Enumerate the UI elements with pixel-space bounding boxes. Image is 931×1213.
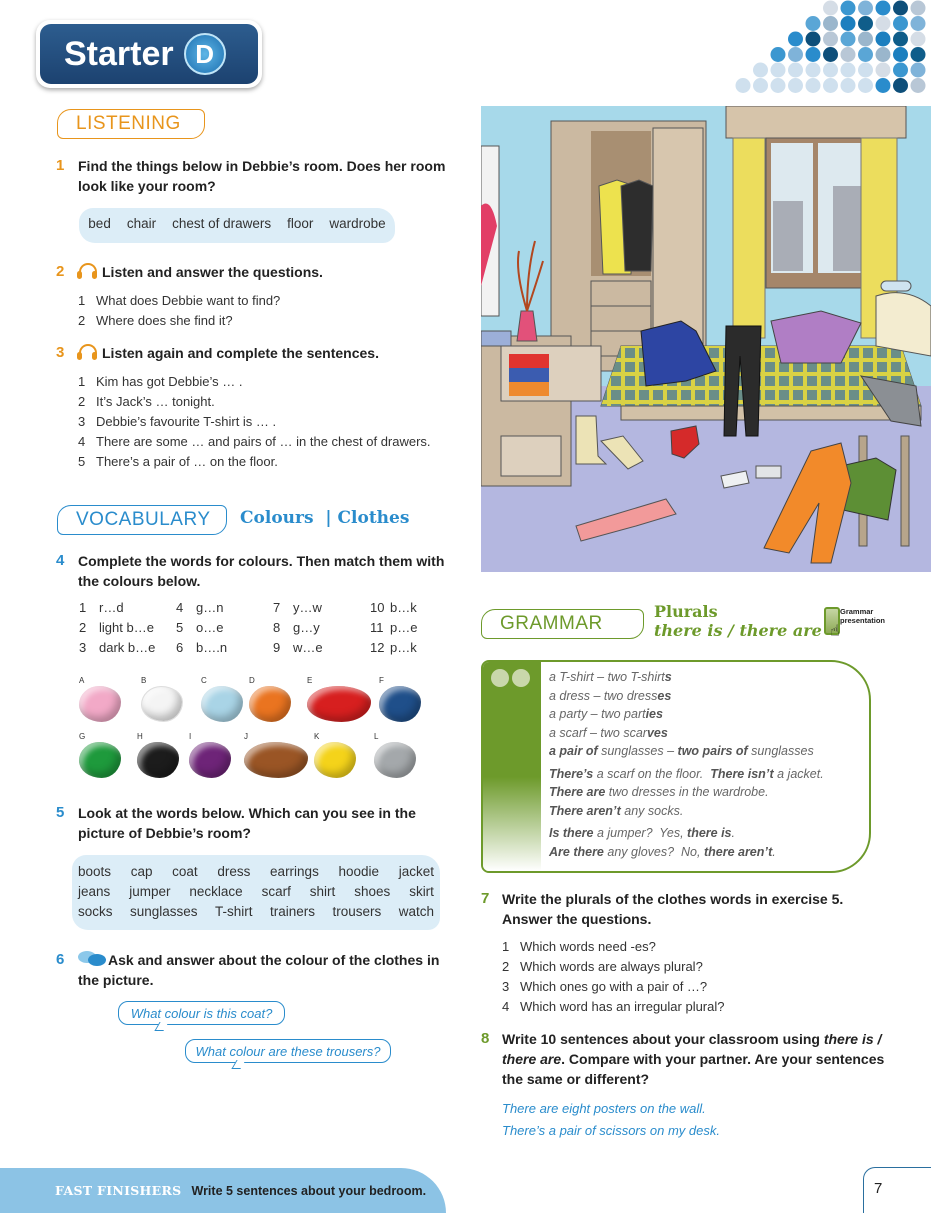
paint-splat-shape <box>137 742 179 778</box>
word-chip: coat <box>172 864 198 879</box>
list-item <box>502 957 724 977</box>
exercise-8-examples <box>502 1098 720 1142</box>
exercise-3-text: Listen again and complete the sentences. <box>102 345 379 361</box>
item-number: 5 <box>78 454 86 469</box>
grammar-subtitle-plurals: Plurals <box>654 602 718 621</box>
grammar-group-plurals <box>549 668 824 761</box>
decorative-dot <box>911 78 926 93</box>
decorative-dot <box>841 32 856 47</box>
decorative-dot <box>806 32 821 47</box>
item-text: Kim has got Debbie’s … . <box>96 374 243 389</box>
grammar-text: a scarf on the floor. <box>593 766 711 781</box>
exercise-7-instruction: Write the plurals of the clothes words in exercise 5. Answer the questions. <box>502 891 844 927</box>
grammar-group-questions <box>549 824 824 861</box>
splat-label: K <box>314 732 320 741</box>
item-number: 1 <box>78 374 86 389</box>
decorative-dot <box>823 63 838 78</box>
grammar-text: a T-shirt – two T-shirt <box>549 670 665 684</box>
exercise-number: 8 <box>481 1030 490 1047</box>
decorative-dot <box>771 78 786 93</box>
decorative-dot <box>823 47 838 62</box>
word-chip: earrings <box>270 864 319 879</box>
grammar-examples <box>549 668 824 865</box>
grammar-text: a scarf – two scar <box>549 725 647 740</box>
grammar-text: a jumper? Yes, <box>593 826 688 840</box>
colour-word-gap: b….n <box>196 640 228 655</box>
word-chip: jeans <box>78 884 111 899</box>
decorative-dot <box>736 78 751 93</box>
exercise-number: 1 <box>56 157 65 174</box>
colour-word-gap: w…e <box>293 640 323 655</box>
word-chip: trainers <box>269 904 315 919</box>
debbies-room-illustration <box>481 106 931 572</box>
paint-splat-shape <box>379 686 421 722</box>
colour-words-grid <box>79 598 424 658</box>
item-text: Which words are always plural? <box>520 959 703 974</box>
word-chip: skirt <box>409 884 434 899</box>
exercise-6-instruction <box>78 950 448 990</box>
decorative-dot <box>911 16 926 31</box>
grammar-highlight: There aren’t <box>549 803 621 818</box>
paint-splat-shape <box>307 686 371 722</box>
item-number: 4 <box>176 600 184 615</box>
grammar-rules-box <box>481 660 871 873</box>
splat-label: G <box>79 732 86 741</box>
grammar-text: a party – two part <box>549 707 646 721</box>
grammar-line <box>549 705 824 724</box>
decorative-dot <box>841 47 856 62</box>
decorative-dot <box>771 63 786 78</box>
decorative-dot <box>911 1 926 16</box>
list-item <box>78 291 280 311</box>
list-item <box>78 432 431 452</box>
vocabulary-subtitle: Colours | Clothes <box>240 508 410 528</box>
pointer-hand-icon: ☝ <box>830 621 840 640</box>
paint-splat-palette <box>75 676 435 794</box>
word-row <box>78 862 434 882</box>
colour-word-gap: b…k <box>390 600 417 615</box>
item-number: 2 <box>78 313 86 328</box>
list-item <box>502 997 724 1017</box>
list-item <box>502 977 724 997</box>
decorative-dot <box>823 78 838 93</box>
word-row <box>78 902 434 922</box>
colour-word-item <box>176 598 273 618</box>
grammar-text: two dresses in the wardrobe. <box>605 785 769 799</box>
decorative-dot <box>788 32 803 47</box>
item-number: 1 <box>78 293 86 308</box>
colour-word-item <box>370 598 430 618</box>
splat-label: A <box>79 676 85 685</box>
colour-word-gap: y…w <box>293 600 322 615</box>
unit-badge <box>36 20 262 88</box>
item-number: 3 <box>502 979 510 994</box>
grammar-text: a dress – two dress <box>549 688 658 703</box>
exercise-number: 7 <box>481 890 490 907</box>
decorative-dot <box>858 47 873 62</box>
headphones-icon[interactable] <box>76 344 100 360</box>
exercise-6-text: Ask and answer about the colour of the clothes in the picture. <box>78 952 440 988</box>
item-number: 3 <box>79 640 87 655</box>
decorative-dot <box>876 16 891 31</box>
colour-word-gap: p…k <box>390 640 417 655</box>
word-box-clothes <box>72 855 440 930</box>
exercise-2-instruction <box>76 262 323 282</box>
item-number: 5 <box>176 620 184 635</box>
exercise-5-instruction: Look at the words below. Which can you see in the picture of Debbie’s room? <box>78 805 416 841</box>
word-chip: jumper <box>129 884 171 899</box>
grammar-line <box>549 802 824 821</box>
paint-splat-l <box>370 732 420 778</box>
item-number: 2 <box>78 394 86 409</box>
decorative-dot <box>911 32 926 47</box>
paint-splat-e <box>303 676 373 722</box>
splat-label: C <box>201 676 207 685</box>
exercise-3-instruction <box>76 343 379 363</box>
word-chip: wardrobe <box>329 216 386 231</box>
splat-label: F <box>379 676 384 685</box>
decorative-dots-pattern <box>731 0 931 95</box>
headphones-icon[interactable] <box>76 263 100 279</box>
word-chip: bed <box>88 216 111 231</box>
splat-label: E <box>307 676 313 685</box>
example-sentence: There are eight posters on the wall. <box>502 1101 706 1116</box>
fast-finishers-banner <box>0 1168 446 1213</box>
grammar-highlight: ies <box>645 707 663 721</box>
colour-word-gap: p…e <box>390 620 418 635</box>
word-chip: shoes <box>354 884 391 899</box>
grammar-highlight: There are <box>549 785 606 799</box>
grammar-text: any socks. <box>620 803 684 818</box>
colour-word-item <box>370 618 430 638</box>
paint-splat-f <box>375 676 425 722</box>
list-item <box>502 937 724 957</box>
splat-label: J <box>244 732 248 741</box>
word-chip: boots <box>78 864 112 879</box>
exercise-7-questions <box>502 937 724 1017</box>
grammar-highlight: a pair of <box>549 744 598 758</box>
grammar-text: any gloves? No, <box>603 844 704 859</box>
grammar-presentation-label: Grammar presentation <box>840 607 886 625</box>
word-chip: floor <box>287 216 314 231</box>
speech-bubble-question: What colour are these trousers? <box>185 1039 391 1063</box>
colour-word-item <box>79 598 176 618</box>
decorative-dot <box>893 16 908 31</box>
decorative-dot <box>858 32 873 47</box>
item-text: It’s Jack’s … tonight. <box>96 394 215 409</box>
item-number: 1 <box>79 600 87 615</box>
list-item <box>78 452 431 472</box>
paint-splat-shape <box>244 742 308 778</box>
colour-word-item <box>370 638 430 658</box>
exercise-number: 3 <box>56 344 65 361</box>
splat-label: H <box>137 732 143 741</box>
word-chip: socks <box>78 904 113 919</box>
exercise-4-instruction: Complete the words for colours. Then match them with the colours below. <box>78 553 445 589</box>
item-text: Which words need -es? <box>520 939 656 954</box>
decorative-dot <box>911 63 926 78</box>
list-item <box>78 392 431 412</box>
paint-splat-c <box>197 676 247 722</box>
item-text: There are some … and pairs of … in the chest of drawers. <box>96 434 431 449</box>
decorative-dot <box>823 16 838 31</box>
word-box-room-items <box>79 208 395 243</box>
item-number: 10 <box>370 600 385 615</box>
item-number: 4 <box>78 434 86 449</box>
decorative-dot <box>893 47 908 62</box>
colour-word-item <box>176 638 273 658</box>
grammar-text: . <box>731 826 735 840</box>
instruction-part: there is / there are <box>502 1031 882 1067</box>
grammar-line <box>549 783 824 802</box>
item-text: Where does she find it? <box>96 313 233 328</box>
word-chip: shirt <box>309 884 336 899</box>
example-sentence: There’s a pair of scissors on my desk. <box>502 1123 720 1138</box>
paint-splat-d <box>245 676 295 722</box>
colour-word-item <box>79 618 176 638</box>
exercise-2-text: Listen and answer the questions. <box>102 264 323 280</box>
colour-word-gap: o…e <box>196 620 224 635</box>
paint-splat-j <box>240 732 310 778</box>
decorative-dot <box>876 1 891 16</box>
grammar-highlight: Are there <box>549 844 604 859</box>
word-chip: T-shirt <box>215 904 253 919</box>
exercise-number: 4 <box>56 552 65 569</box>
grammar-subtitle-there-is: there is / there are <box>654 621 822 640</box>
paint-splat-shape <box>141 686 183 722</box>
decorative-dot <box>823 32 838 47</box>
decorative-dot <box>858 1 873 16</box>
item-text: Which ones go with a pair of …? <box>520 979 708 994</box>
word-chip: hoodie <box>338 864 380 879</box>
paint-splat-b <box>137 676 187 722</box>
decorative-dot <box>806 63 821 78</box>
instruction-part: Write 10 sentences about your classroom using <box>502 1031 824 1047</box>
list-item <box>78 412 431 432</box>
paint-splat-shape <box>249 686 291 722</box>
paint-splat-shape <box>79 686 121 722</box>
exercise-number: 5 <box>56 804 65 821</box>
unit-badge-label: Starter <box>64 34 174 73</box>
grammar-dot-icon <box>491 669 509 687</box>
grammar-line <box>549 765 824 784</box>
decorative-dot <box>823 1 838 16</box>
grammar-highlight: s <box>664 670 672 684</box>
section-header-grammar: GRAMMAR <box>481 609 644 639</box>
exercise-2-questions <box>78 291 280 331</box>
splat-label: D <box>249 676 255 685</box>
grammar-text: . <box>772 844 776 859</box>
item-text: Debbie’s favourite T-shirt is … . <box>96 414 277 429</box>
decorative-dot <box>788 63 803 78</box>
decorative-dot <box>893 32 908 47</box>
decorative-dot <box>876 47 891 62</box>
colour-word-gap: light b…e <box>99 620 154 635</box>
exercise-1-instruction: Find the things below in Debbie’s room. Does her room look like your room? <box>78 158 446 194</box>
grammar-sidebar <box>483 662 541 871</box>
decorative-dot <box>858 78 873 93</box>
grammar-line <box>549 668 824 687</box>
item-text: Which word has an irregular plural? <box>520 999 725 1014</box>
decorative-dot <box>841 78 856 93</box>
word-chip: jacket <box>398 864 434 879</box>
paint-splat-shape <box>374 742 416 778</box>
section-header-vocabulary: VOCABULARY <box>57 505 227 535</box>
decorative-dot <box>841 63 856 78</box>
word-chip: trousers <box>332 904 382 919</box>
item-number: 9 <box>273 640 281 655</box>
colour-word-gap: g…n <box>196 600 224 615</box>
item-number: 12 <box>370 640 385 655</box>
paint-splat-i <box>185 732 235 778</box>
item-text: There’s a pair of … on the floor. <box>96 454 278 469</box>
paint-splat-h <box>133 732 183 778</box>
word-chip: dress <box>217 864 251 879</box>
paint-splat-shape <box>314 742 356 778</box>
exercise-number: 2 <box>56 263 65 280</box>
decorative-dot <box>893 1 908 16</box>
item-number: 11 <box>370 620 384 635</box>
word-row <box>78 882 434 902</box>
grammar-text: sunglasses – <box>597 744 678 758</box>
paint-splat-k <box>310 732 360 778</box>
speech-bubbles-icon <box>78 951 108 967</box>
item-number: 4 <box>502 999 510 1014</box>
grammar-line <box>549 824 824 843</box>
item-number: 2 <box>502 959 510 974</box>
item-number: 7 <box>273 600 281 615</box>
decorative-dot <box>788 47 803 62</box>
word-chip: necklace <box>189 884 243 899</box>
grammar-highlight: There isn’t <box>710 766 774 781</box>
section-header-listening: LISTENING <box>57 109 205 139</box>
decorative-dot <box>876 63 891 78</box>
decorative-dot <box>893 78 908 93</box>
item-number: 1 <box>502 939 510 954</box>
decorative-dot <box>753 78 768 93</box>
grammar-highlight: there aren’t <box>703 844 773 859</box>
grammar-line <box>549 724 824 743</box>
grammar-highlight: es <box>657 688 672 703</box>
item-number: 6 <box>176 640 184 655</box>
fast-finishers-task: Write 5 sentences about your bedroom. <box>191 1183 427 1198</box>
speech-bubble-question: What colour is this coat? <box>118 1001 285 1025</box>
colour-word-item <box>273 618 370 638</box>
paint-splat-shape <box>189 742 231 778</box>
item-number: 8 <box>273 620 281 635</box>
grammar-line <box>549 843 824 862</box>
grammar-highlight: two pairs of <box>677 744 748 758</box>
colour-word-item <box>273 598 370 618</box>
decorative-dot <box>911 47 926 62</box>
item-text: What does Debbie want to find? <box>96 293 281 308</box>
grammar-group-statements <box>549 765 824 821</box>
exercise-number: 6 <box>56 951 65 968</box>
colour-word-gap: r…d <box>99 600 124 615</box>
decorative-dot <box>806 16 821 31</box>
decorative-dot <box>876 78 891 93</box>
decorative-dot <box>771 47 786 62</box>
decorative-dot <box>876 32 891 47</box>
colour-word-item <box>176 618 273 638</box>
word-chip: chest of drawers <box>172 216 272 231</box>
exercise-8-instruction <box>502 1029 887 1089</box>
colour-word-item <box>79 638 176 658</box>
decorative-dot <box>788 78 803 93</box>
list-item <box>78 372 431 392</box>
grammar-text: sunglasses <box>747 744 814 758</box>
word-chip: watch <box>398 904 434 919</box>
decorative-dot <box>841 1 856 16</box>
paint-splat-a <box>75 676 125 722</box>
grammar-highlight: Is there <box>549 826 594 840</box>
decorative-dot <box>806 47 821 62</box>
colour-word-item <box>273 638 370 658</box>
word-chip: scarf <box>261 884 291 899</box>
decorative-dot <box>753 63 768 78</box>
grammar-presentation-button[interactable] <box>824 605 888 641</box>
list-item <box>78 311 280 331</box>
fast-finishers-label: FAST FINISHERS <box>55 1183 182 1198</box>
splat-label: L <box>374 732 379 741</box>
decorative-dot <box>858 63 873 78</box>
grammar-line <box>549 742 824 761</box>
decorative-dot <box>858 16 873 31</box>
page-number: 7 <box>863 1167 931 1213</box>
grammar-highlight: ves <box>646 725 668 740</box>
item-number: 3 <box>78 414 86 429</box>
word-chip: sunglasses <box>129 904 198 919</box>
decorative-dot <box>893 63 908 78</box>
grammar-highlight: There’s <box>549 766 594 781</box>
decorative-dot <box>841 16 856 31</box>
grammar-dot-icon <box>512 669 530 687</box>
exercise-3-sentences <box>78 372 431 472</box>
grammar-highlight: there is <box>687 826 732 840</box>
instruction-part: . Compare with your partner. Are your sentences the same or different? <box>502 1051 885 1087</box>
colour-word-gap: dark b…e <box>99 640 156 655</box>
paint-splat-g <box>75 732 125 778</box>
item-number: 2 <box>79 620 87 635</box>
paint-splat-shape <box>201 686 243 722</box>
paint-splat-shape <box>79 742 121 778</box>
grammar-line <box>549 687 824 706</box>
colour-word-gap: g…y <box>293 620 320 635</box>
splat-label: I <box>189 732 192 741</box>
word-chip: chair <box>126 216 157 231</box>
word-chip: cap <box>130 864 153 879</box>
grammar-text: a jacket. <box>773 766 824 781</box>
splat-label: B <box>141 676 147 685</box>
unit-letter-icon: D <box>184 33 226 75</box>
decorative-dot <box>806 78 821 93</box>
